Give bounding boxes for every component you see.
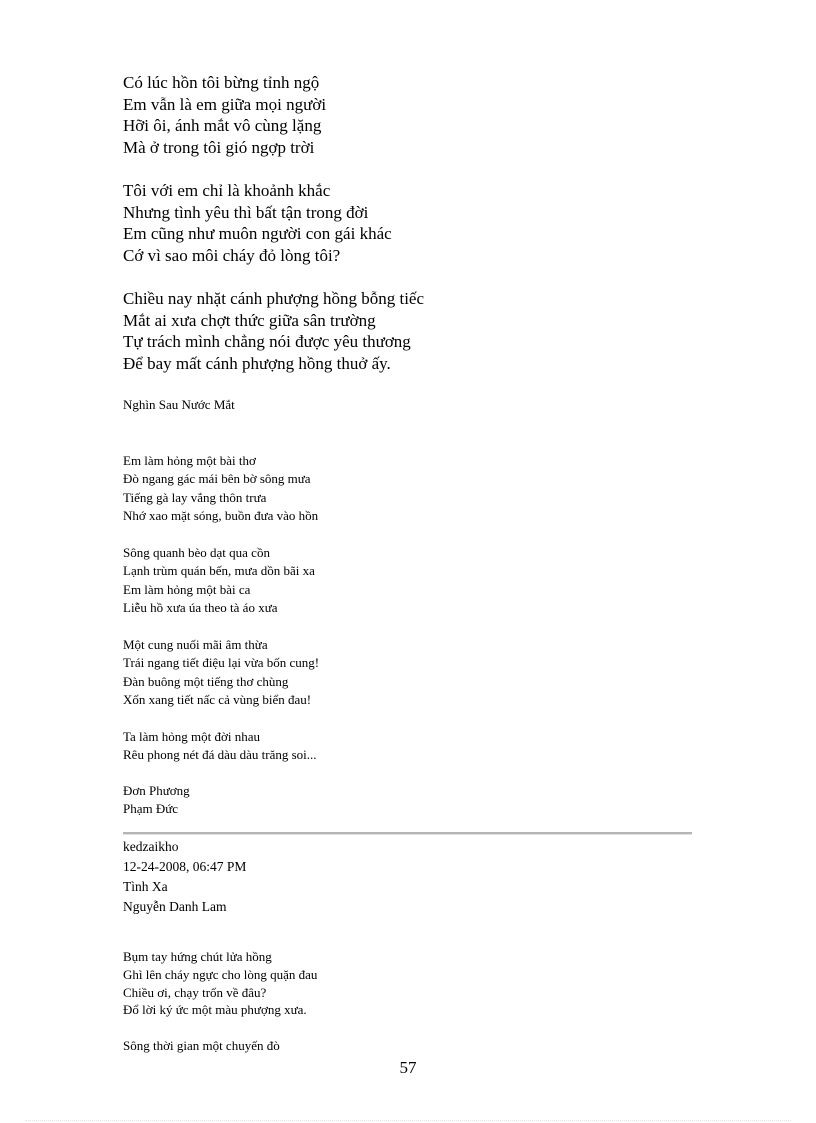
poem-line: Sông thời gian một chuyến đò bbox=[123, 1037, 280, 1053]
page-number: 57 bbox=[399, 1058, 417, 1077]
poem-line: Sông quanh bèo dạt qua cồn bbox=[123, 544, 270, 560]
poem-line: Tiếng gà lay vắng thôn trưa bbox=[123, 489, 267, 505]
stanza-gap bbox=[123, 618, 319, 636]
poem-line: Tự trách mình chẳng nói được yêu thương bbox=[123, 332, 411, 352]
poem-line: Đò ngang gác mái bên bờ sông mưa bbox=[123, 471, 311, 487]
poem-line: Lạnh trùm quán bến, mưa dồn bãi xa bbox=[123, 563, 315, 579]
stanza-gap bbox=[123, 1019, 317, 1037]
poem-line: Để bay mất cánh phượng hồng thuở ấy. bbox=[123, 353, 391, 373]
poem-line: Ta làm hỏng một đời nhau bbox=[123, 728, 261, 744]
poem-line: Liễu hồ xưa úa theo tà áo xưa bbox=[123, 600, 278, 616]
poem-line: Mà ở trong tôi gió ngợp trời bbox=[123, 137, 315, 157]
poem-line: Đổ lời ký ức một màu phượng xưa. bbox=[123, 1002, 307, 1018]
poem-line: Cớ vì sao môi cháy đỏ lòng tôi? bbox=[123, 245, 341, 265]
signature-line: Phạm Đức bbox=[123, 801, 179, 816]
poem-line: Nhớ xao mặt sóng, buồn đưa vào hồn bbox=[123, 508, 319, 524]
poem-line: Ghì lên cháy ngực cho lòng quặn đau bbox=[123, 966, 318, 982]
poem-3 bbox=[123, 948, 317, 1055]
post-header bbox=[123, 837, 246, 917]
poem-line: Một cung nuối mãi âm thừa bbox=[123, 636, 268, 652]
signature-line: Đơn Phương bbox=[123, 783, 190, 798]
post-username: kedzaikho bbox=[123, 839, 179, 854]
poem-1 bbox=[123, 72, 424, 374]
poem-line: Chiều ơi, chạy trốn về đâu? bbox=[123, 984, 267, 1000]
poem-line: Em cũng như muôn người con gái khác bbox=[123, 224, 392, 244]
poem-line: Xốn xang tiết nấc cả vùng biển đau! bbox=[123, 692, 312, 708]
stanza-gap bbox=[123, 266, 424, 288]
poem-line: Chiều nay nhặt cánh phượng hồng bỗng tiếc bbox=[123, 288, 425, 308]
poem-line: Đàn buông một tiếng thơ chùng bbox=[123, 673, 289, 689]
poem-line: Bụm tay hứng chút lửa hồng bbox=[123, 949, 272, 964]
poem-line: Em vẫn là em giữa mọi người bbox=[123, 94, 327, 114]
poem-line: Trái ngang tiết điệu lại vừa bốn cung! bbox=[123, 655, 320, 671]
poem-line: Tôi với em chỉ là khoảnh khắc bbox=[123, 180, 331, 200]
post-author: Nguyễn Danh Lam bbox=[123, 899, 227, 914]
poem-2-title: Nghìn Sau Nước Mắt bbox=[123, 397, 235, 412]
stanza-gap bbox=[123, 526, 319, 544]
post-timestamp: 12-24-2008, 06:47 PM bbox=[123, 859, 247, 874]
poem-line: Nhưng tình yêu thì bất tận trong đời bbox=[123, 202, 369, 222]
page-bottom-border bbox=[25, 1120, 791, 1121]
stanza-gap bbox=[123, 158, 424, 180]
poem-line: Hỡi ôi, ánh mắt vô cùng lặng bbox=[123, 116, 322, 136]
poem-line: Em làm hỏng một bài ca bbox=[123, 581, 251, 597]
post-poem-title: Tình Xa bbox=[123, 879, 168, 894]
poem-line: Có lúc hồn tôi bừng tỉnh ngộ bbox=[123, 73, 320, 92]
post-separator bbox=[123, 832, 692, 835]
poem-line: Rêu phong nét đá dàu dàu trăng soi... bbox=[123, 747, 317, 763]
poem-2 bbox=[123, 452, 319, 765]
poem-line: Em làm hỏng một bài thơ bbox=[123, 453, 256, 468]
poem-2-signature bbox=[123, 782, 190, 818]
poem-line: Mắt ai xưa chợt thức giữa sân trường bbox=[123, 310, 376, 330]
stanza-gap bbox=[123, 709, 319, 727]
